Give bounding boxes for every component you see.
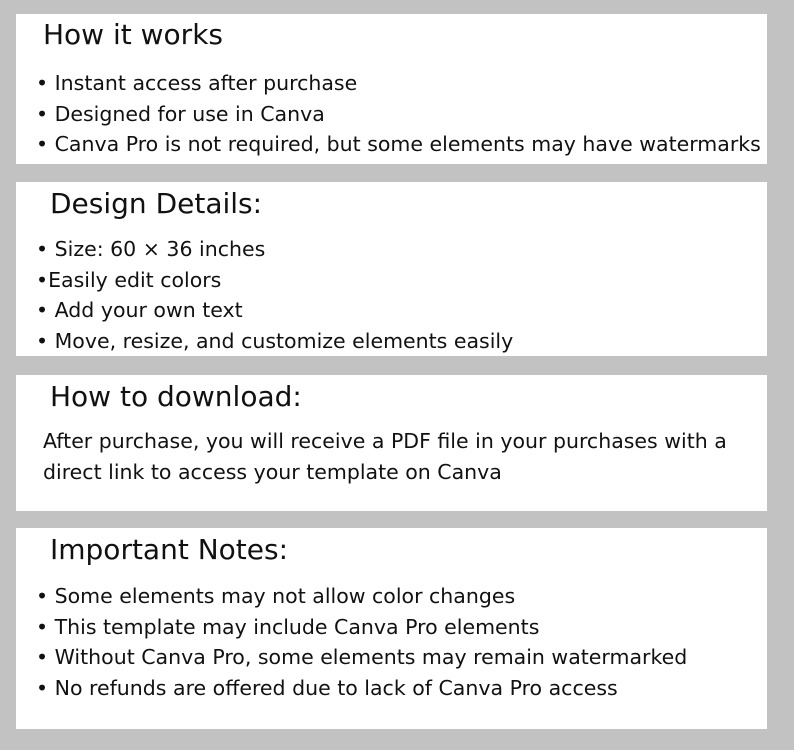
list-item: • Size: 60 × 36 inches xyxy=(36,237,266,261)
design-details-heading: Design Details: xyxy=(50,187,263,220)
how-to-download-panel xyxy=(16,375,767,511)
list-item: • Canva Pro is not required, but some elements may have watermarks xyxy=(36,132,761,156)
design-details-panel xyxy=(16,182,767,356)
how-to-download-heading: How to download: xyxy=(50,380,302,413)
list-item: • Instant access after purchase xyxy=(36,71,358,95)
important-notes-list xyxy=(36,581,687,703)
list-item: • Designed for use in Canva xyxy=(36,101,325,126)
important-notes-panel xyxy=(16,528,767,729)
list-item: • Add your own text xyxy=(36,298,243,322)
important-notes-heading: Important Notes: xyxy=(50,533,289,566)
list-item: • Without Canva Pro, some elements may remain watermarked xyxy=(36,645,688,669)
how-it-works-list xyxy=(36,68,761,160)
list-item: • This template may include Canva Pro elements xyxy=(36,614,540,639)
how-it-works-panel xyxy=(16,14,767,164)
design-details-list xyxy=(36,234,513,356)
how-it-works-heading: How it works xyxy=(43,18,223,51)
list-item: • No refunds are offered due to lack of Canva Pro access xyxy=(36,675,618,700)
list-item: • Move, resize, and customize elements easily xyxy=(36,328,514,353)
list-item: • Some elements may not allow color changes xyxy=(36,584,516,608)
download-instructions: After purchase, you will receive a PDF file in your purchases with a direct link to access your template on Canva xyxy=(43,429,727,484)
list-item: •Easily edit colors xyxy=(36,267,222,292)
